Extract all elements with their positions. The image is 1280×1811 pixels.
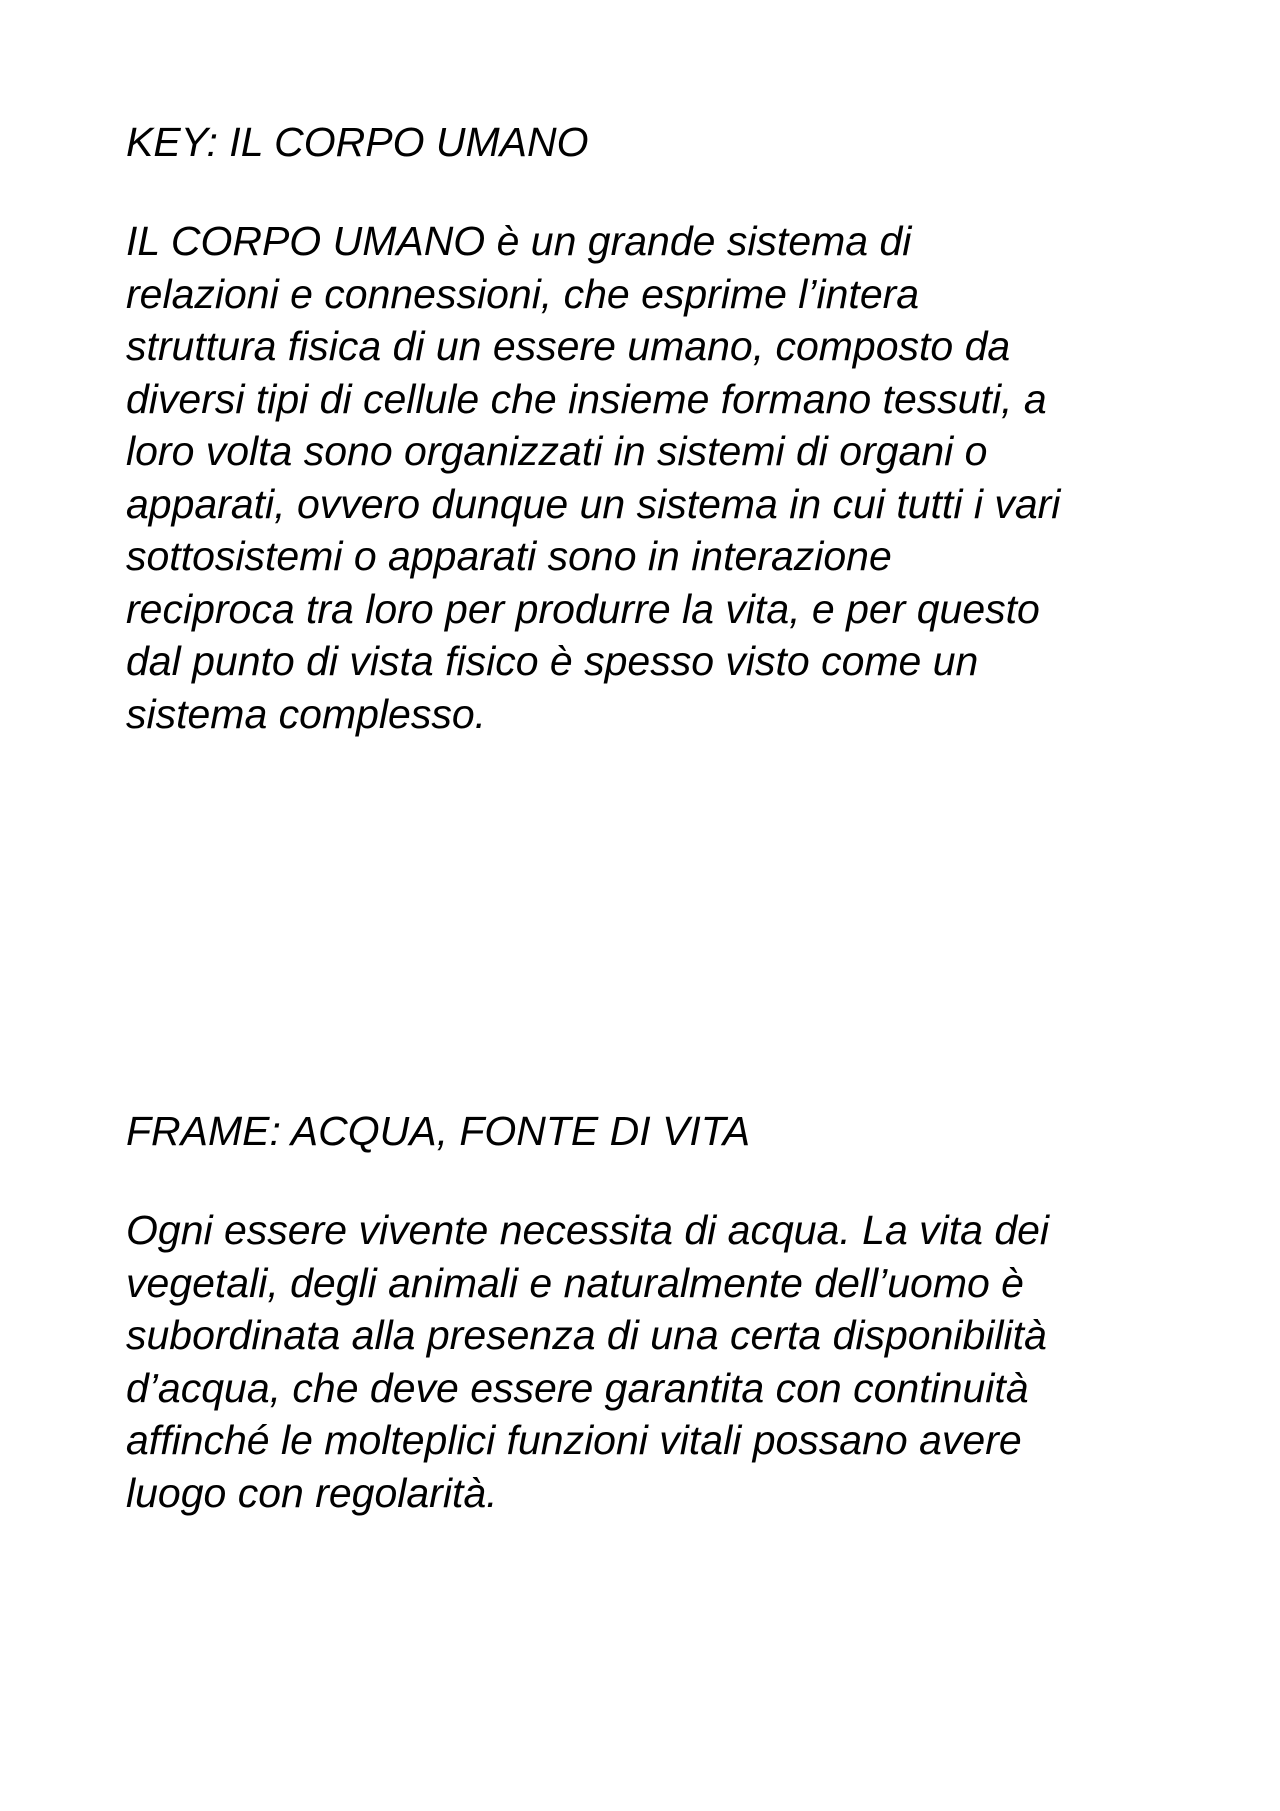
frame-heading: FRAME: ACQUA, FONTE DI VITA <box>126 1108 751 1154</box>
paragraph-line: sottosistemi o apparati sono in interazione <box>126 533 892 579</box>
paragraph-line: diversi tipi di cellule che insieme formano tessuti, a <box>126 375 1047 422</box>
paragraph-line: relazioni e connessioni, che esprime l’intera <box>126 270 920 317</box>
paragraph-line: subordinata alla presenza di una certa disponibilità <box>126 1312 1047 1358</box>
frame-paragraph <box>126 1204 1186 1519</box>
paragraph-line: d’acqua, che deve essere garantita con continuità <box>126 1364 1029 1411</box>
key-paragraph <box>126 215 1186 740</box>
paragraph-line: reciproca tra loro per produrre la vita, e per questo <box>126 585 1040 632</box>
paragraph-line: vegetali, degli animali e naturalmente dell’uomo è <box>126 1259 1024 1306</box>
paragraph-line: IL CORPO UMANO è un grande sistema di <box>126 218 912 264</box>
paragraph-line: loro volta sono organizzati in sistemi di organi o <box>126 428 988 474</box>
key-heading: KEY: IL CORPO UMANO <box>126 119 589 165</box>
frame-section <box>126 1105 1186 1519</box>
key-section <box>126 116 1186 740</box>
paragraph-line: luogo con regolarità. <box>126 1469 498 1516</box>
paragraph-line: struttura fisica di un essere umano, composto da <box>126 323 1011 369</box>
paragraph-line: dal punto di vista fisico è spesso visto come un <box>126 638 979 684</box>
paragraph-line: sistema complesso. <box>126 690 487 737</box>
paragraph-line: apparati, ovvero dunque un sistema in cui tutti i vari <box>126 480 1061 527</box>
paragraph-line: Ogni essere vivente necessita di acqua. La vita dei <box>126 1207 1050 1253</box>
paragraph-line: affinché le molteplici funzioni vitali possano avere <box>126 1417 1022 1463</box>
